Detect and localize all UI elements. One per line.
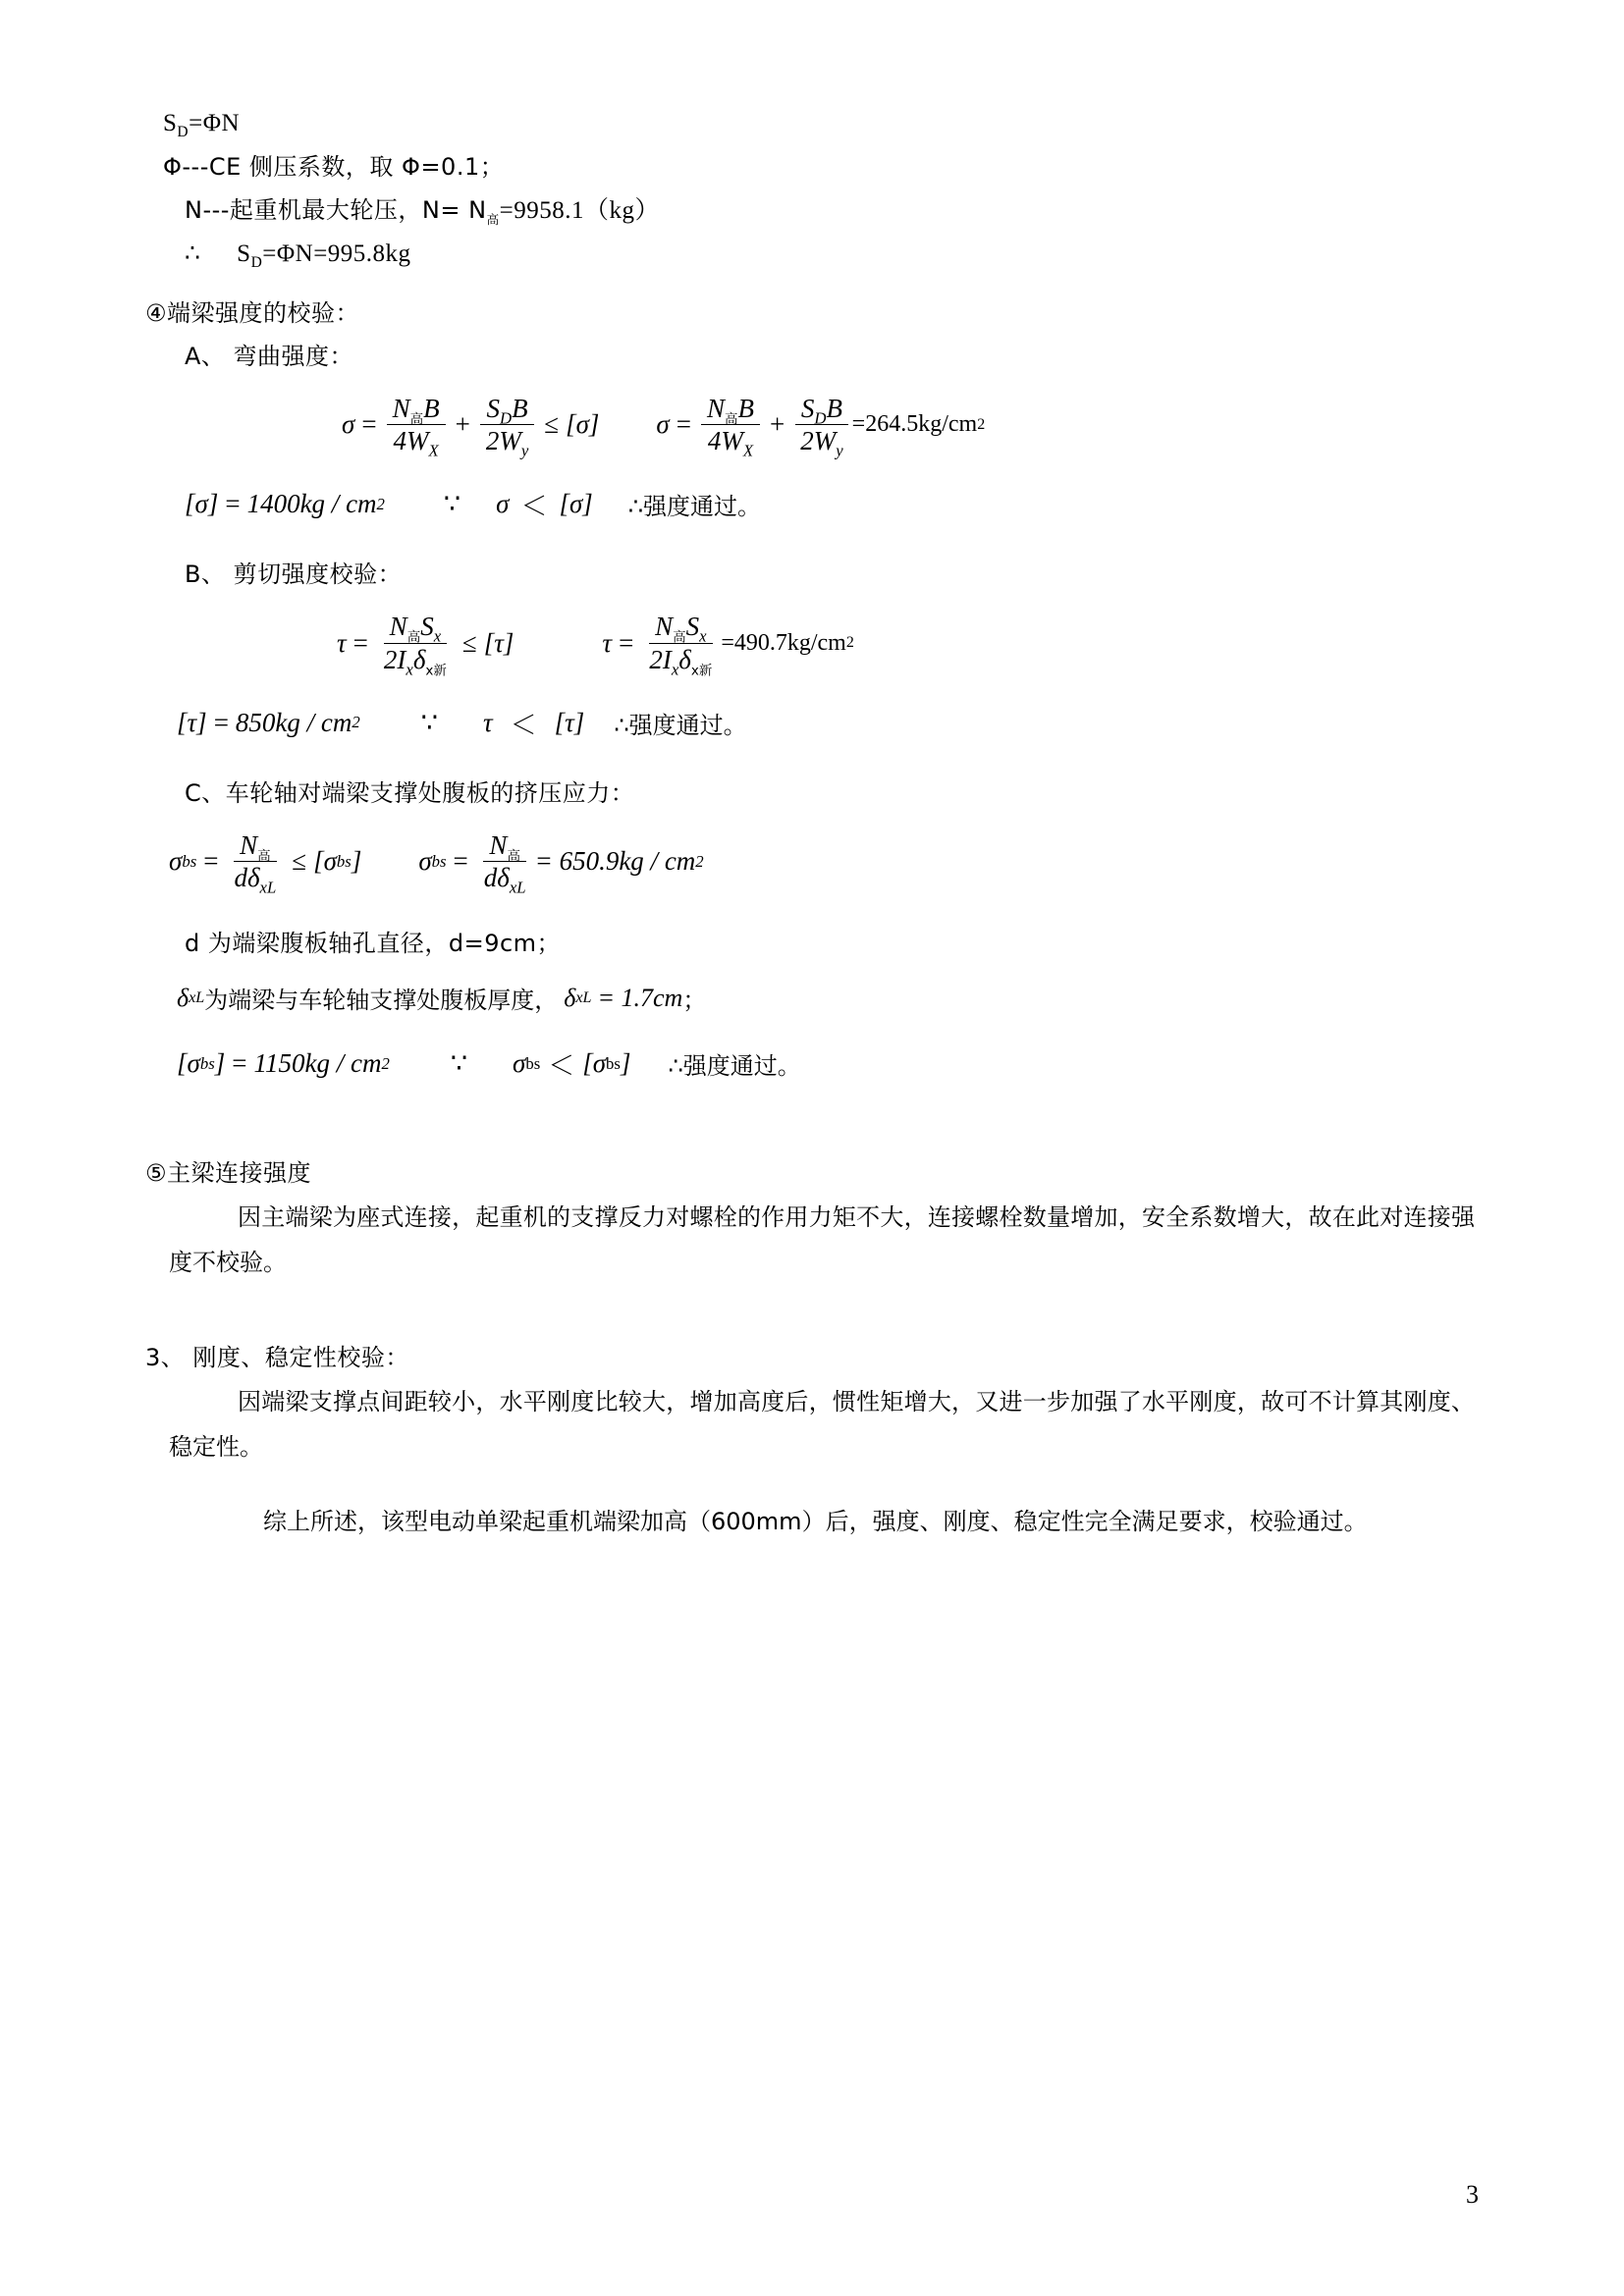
delta-symbol-2: δ: [564, 983, 576, 1012]
bearing-note-delta-row: δ xL 为端梁与车轮轴支撑处腹板厚度， δ xL = 1.7 cm ；: [145, 981, 1481, 1015]
bending-term1-den-var-2: W: [721, 426, 743, 456]
bearing-allowable-row: [σ bs ] = 1150 kg / cm 2 ∵ σ bs ＜ [σ bs ] ∴强度通过。: [145, 1044, 1481, 1083]
shear-compare-operator: ＜: [510, 710, 537, 740]
bending-allowable-bracket: [σ]: [566, 409, 600, 440]
bending-term1-num-tail-2: B: [737, 394, 754, 423]
bending-term1-fraction: [387, 394, 446, 460]
bending-term1-numerator-2: [701, 394, 760, 428]
bearing-num-var-2: N: [489, 829, 508, 860]
shear-equals: =: [352, 627, 368, 658]
document-body: [145, 102, 1481, 1544]
bearing-equals-2: =: [453, 846, 468, 877]
bearing-allowable-bracket-open: [σ: [177, 1048, 200, 1079]
bearing-allowable-open: [σ: [313, 846, 337, 877]
shear-equals-2: =: [619, 627, 634, 658]
delta-note-tail: ；: [682, 987, 707, 1015]
shear-den-var2-2: δ: [678, 644, 691, 674]
bearing-den-var2-2: δ: [497, 863, 510, 893]
bearing-formula-row: σ bs = $\frac{N_高}{d\delta_{xL}}$ ≤ [σ bs ] σ bs = $\frac{N_高}{d\delta_{xL}}$ = 650.9 kg / cm 2: [169, 829, 704, 897]
bearing-numerator: [234, 829, 277, 865]
shear-tau-symbol-2: τ: [602, 627, 613, 658]
shear-num-var: N: [389, 612, 407, 642]
delta-value: = 1.7: [597, 983, 653, 1012]
shear-compare-lhs: τ: [482, 707, 493, 737]
bending-term1-num-sub-2: 高: [725, 411, 738, 428]
bending-allowable-row: [σ] = 1400 kg / cm 2 ∵ σ ＜ [σ] ∴强度通过。: [145, 485, 1481, 523]
shear-num-sub: 高: [406, 629, 421, 646]
because-icon-2: ∵: [420, 707, 438, 737]
bearing-compare-rhs-close: ]: [620, 1048, 631, 1079]
shear-den-var1: I: [397, 644, 406, 674]
bearing-allowable-unit: kg / cm: [304, 1048, 382, 1079]
shear-conclusion: ∴强度通过。: [614, 711, 747, 739]
bending-term2-num-tail-2: B: [826, 394, 842, 423]
shear-num-sub-2: 高: [673, 629, 686, 646]
bending-term1-den-sub-2: X: [742, 441, 754, 460]
bending-term2-denominator: [480, 425, 534, 460]
bearing-equals: =: [203, 846, 219, 877]
sd-subscript: D: [177, 124, 189, 140]
bearing-allowable-value: 1150: [253, 1048, 305, 1079]
bending-term2-den-coef: 2: [485, 426, 500, 456]
bearing-allowable-close: ]: [351, 846, 362, 877]
shear-numerator: [384, 612, 447, 646]
bending-relation: ≤: [544, 409, 560, 440]
shear-fraction: [378, 612, 453, 679]
bending-allowable-equals: =: [225, 489, 241, 519]
bending-formula-row: σ = $\frac{N_高B}{4W_X}$ + $\frac{S_DB}{2W_y}$ ≤ [σ] σ = $\frac{N_高B}{4W_X}$ + $\frac{S_DB}{2W_y}$ =264.5kg/cm 2: [342, 394, 986, 460]
bending-allowable-value: 1400: [246, 489, 300, 519]
delta-symbol: δ: [177, 983, 189, 1012]
bending-term2-den-coef-2: 2: [800, 426, 814, 456]
section-4-item-c-label: C、车轮轴对端梁支撑处腹板的挤压应力：: [185, 778, 635, 807]
bending-term2-numerator: [480, 394, 533, 428]
bending-term1-numerator: [387, 394, 446, 428]
n-definition-tail: =9958.1（kg）: [499, 197, 660, 224]
shear-allowable-symbol: [τ]: [177, 707, 207, 737]
delta-description: 为端梁与车轮轴支撑处腹板厚度，: [204, 987, 559, 1015]
bending-sigma-symbol-2: σ: [656, 409, 670, 440]
bending-term1-fraction-2: [701, 394, 760, 460]
bearing-den-var1-2: d: [483, 863, 498, 893]
shear-num-tail-2: S: [685, 612, 700, 642]
bearing-result-value: = 650.9: [534, 846, 620, 877]
section-4-heading: ④端梁强度的校验：: [145, 299, 360, 327]
bearing-numerator-2: [483, 829, 526, 865]
shear-num-tail: S: [420, 612, 434, 642]
bending-plus-2: +: [770, 409, 785, 440]
bearing-fraction-2: [478, 829, 532, 897]
bearing-compare-rhs-open: [σ: [582, 1048, 607, 1079]
bearing-fraction: [228, 829, 282, 897]
bearing-den-var2-sub: xL: [259, 878, 277, 897]
bearing-conclusion: ∴强度通过。: [668, 1052, 801, 1081]
bearing-sigma-symbol: σ: [169, 846, 183, 877]
section-3-heading: 3、 刚度、稳定性校验：: [145, 1344, 409, 1372]
bearing-num-sub: 高: [257, 848, 271, 865]
bearing-compare-lhs: σ: [513, 1048, 526, 1079]
bending-allowable-unit: kg / cm: [299, 489, 377, 519]
shear-denominator-2: [643, 644, 718, 679]
bending-term2-num-tail: B: [512, 394, 528, 423]
section-5-paragraph-text: 因主端梁为座式连接，起重机的支撑反力对螺栓的作用力矩不大，连接螺栓数量增加，安全系数增大，故在此对连接强度不校验。: [169, 1203, 1475, 1277]
shear-relation: ≤: [461, 627, 477, 658]
bearing-allowable-equals: =: [232, 1048, 247, 1079]
section-5-paragraph: [145, 1195, 1475, 1285]
conclusion-paragraph: [145, 1499, 1475, 1544]
section-3-paragraph-text: 因端梁支撑点间距较小，水平刚度比较大，增加高度后，惯性矩增大，又进一步加强了水平刚度，故可不计算其刚度、稳定性。: [169, 1388, 1475, 1462]
bending-term1-denominator-2: [702, 425, 759, 460]
shear-den-var1-sub: x: [406, 660, 413, 679]
shear-num-tail-sub-2: x: [699, 626, 707, 646]
bending-term2-numerator-2: [795, 394, 848, 428]
bending-term2-num-var-2: S: [800, 394, 815, 423]
shear-compare-rhs: [τ]: [554, 707, 585, 737]
bending-allowable-symbol: [σ]: [185, 489, 219, 519]
shear-fraction-2: [643, 612, 718, 679]
bending-term2-denominator-2: [794, 425, 848, 460]
shear-den-var2-sub-2: x新: [690, 663, 713, 679]
n-definition-subscript: 高: [486, 212, 500, 227]
because-icon-3: ∵: [450, 1048, 467, 1079]
shear-den-var1-sub-2: x: [671, 660, 679, 679]
bearing-result-unit: kg / cm: [619, 846, 696, 877]
bending-term2-den-var: W: [499, 426, 521, 456]
bending-term1-num-var-2: N: [706, 394, 725, 423]
shear-formula-row: τ = $\frac{N_高S_x}{2I_x\delta_{x新}}$ ≤ [τ] τ = $\frac{N_高S_x}{2I_x\delta_{x新}}$ =490.7kg/cm 2: [337, 612, 854, 679]
n-definition-head: N---起重机最大轮压，N= N: [185, 196, 487, 224]
phi-definition-line: Φ---CE 侧压系数，取 Φ=0.1；: [163, 153, 505, 181]
sd-result-subscript: D: [250, 254, 263, 271]
conclusion-paragraph-text: 综上所述，该型电动单梁起重机端梁加高（600mm）后，强度、刚度、稳定性完全满足要求，校验通过。: [263, 1508, 1368, 1536]
bending-term1-num-var: N: [392, 394, 410, 423]
bearing-den-var1: d: [234, 863, 247, 893]
bending-conclusion: ∴强度通过。: [627, 493, 762, 521]
bending-result-value: =264.5kg/cm: [851, 411, 978, 438]
shear-den-coef-2: 2: [649, 644, 663, 674]
bending-term2-den-sub: y: [520, 441, 529, 460]
n-definition-line: [145, 188, 1481, 233]
bending-equals-2: =: [676, 409, 691, 440]
shear-numerator-2: [649, 612, 712, 646]
sd-result-line: [145, 233, 1481, 276]
section-4-item-b-label: B、 剪切强度校验：: [185, 561, 403, 589]
bending-term2-den-var-2: W: [813, 426, 837, 456]
bending-compare-operator: ＜: [520, 492, 548, 522]
bending-term2-fraction-2: [794, 394, 848, 460]
shear-allowable-value: 850: [235, 707, 276, 737]
shear-den-var2: δ: [412, 644, 426, 674]
bearing-num-var: N: [240, 829, 258, 860]
bending-compare-rhs: [σ]: [559, 489, 593, 519]
bending-term1-num-sub: 高: [409, 411, 424, 428]
page-number: 3: [1466, 2180, 1479, 2209]
sd-result-symbol: S: [237, 240, 251, 267]
because-icon: ∵: [443, 489, 461, 519]
bearing-relation: ≤: [292, 846, 307, 877]
bearing-denominator: [228, 862, 282, 897]
bending-term1-denominator: [387, 425, 444, 460]
shear-den-var2-sub: x新: [425, 663, 447, 679]
bearing-note-d: d 为端梁腹板轴孔直径，d=9cm；: [185, 930, 562, 958]
sd-result-value: =ΦN=995.8kg: [262, 240, 411, 267]
bearing-sigma-symbol-2: σ: [418, 846, 432, 877]
bending-compare-lhs: σ: [496, 489, 510, 519]
section-5-heading: ⑤主梁连接强度: [145, 1159, 312, 1188]
bending-term2-num-sub: D: [499, 408, 513, 428]
shear-allowable-equals: =: [213, 707, 229, 737]
section-4-item-a-label: A、 弯曲强度：: [185, 343, 354, 370]
bending-term2-den-sub-2: y: [836, 441, 843, 460]
bearing-den-var2-sub-2: xL: [509, 878, 526, 897]
formula-sd-line: [145, 102, 1481, 145]
sd-expression: =ΦN: [189, 110, 241, 136]
shear-allowable-bracket: [τ]: [483, 627, 514, 658]
bending-term1-den-coef-2: 4: [707, 426, 722, 456]
bearing-denominator-2: [478, 862, 532, 897]
bending-equals: =: [361, 409, 377, 440]
shear-result-value: =490.7kg/cm: [721, 629, 846, 656]
shear-num-var-2: N: [655, 612, 674, 642]
bending-term1-den-sub: X: [428, 441, 439, 460]
bending-term2-num-var: S: [486, 394, 500, 423]
therefore-icon: ∴: [185, 240, 201, 267]
shear-denominator: [378, 644, 453, 679]
shear-num-tail-sub: x: [433, 626, 442, 646]
shear-allowable-row: [τ] = 850 kg / cm 2 ∵ τ ＜ [τ] ∴强度通过。: [145, 704, 1481, 742]
shear-allowable-unit: kg / cm: [275, 707, 352, 737]
bending-term2-num-sub-2: D: [814, 408, 827, 428]
bending-plus: +: [455, 409, 470, 440]
sd-symbol: S: [163, 110, 178, 136]
shear-den-coef: 2: [383, 644, 398, 674]
bearing-den-var2: δ: [246, 863, 260, 893]
bending-term1-den-coef: 4: [393, 426, 406, 456]
bending-term1-num-tail: B: [423, 394, 440, 423]
bearing-num-sub-2: 高: [507, 848, 520, 865]
section-3-paragraph: [145, 1379, 1475, 1469]
shear-tau-symbol: τ: [337, 627, 347, 658]
bearing-allowable-bracket-close: ]: [214, 1048, 226, 1079]
bending-sigma-symbol: σ: [342, 409, 355, 440]
delta-unit: cm: [652, 983, 683, 1012]
shear-den-var1-2: I: [662, 644, 672, 674]
bending-term1-den-var: W: [406, 426, 429, 456]
bending-term2-fraction: [480, 394, 534, 460]
bearing-compare-operator: ＜: [548, 1051, 575, 1082]
